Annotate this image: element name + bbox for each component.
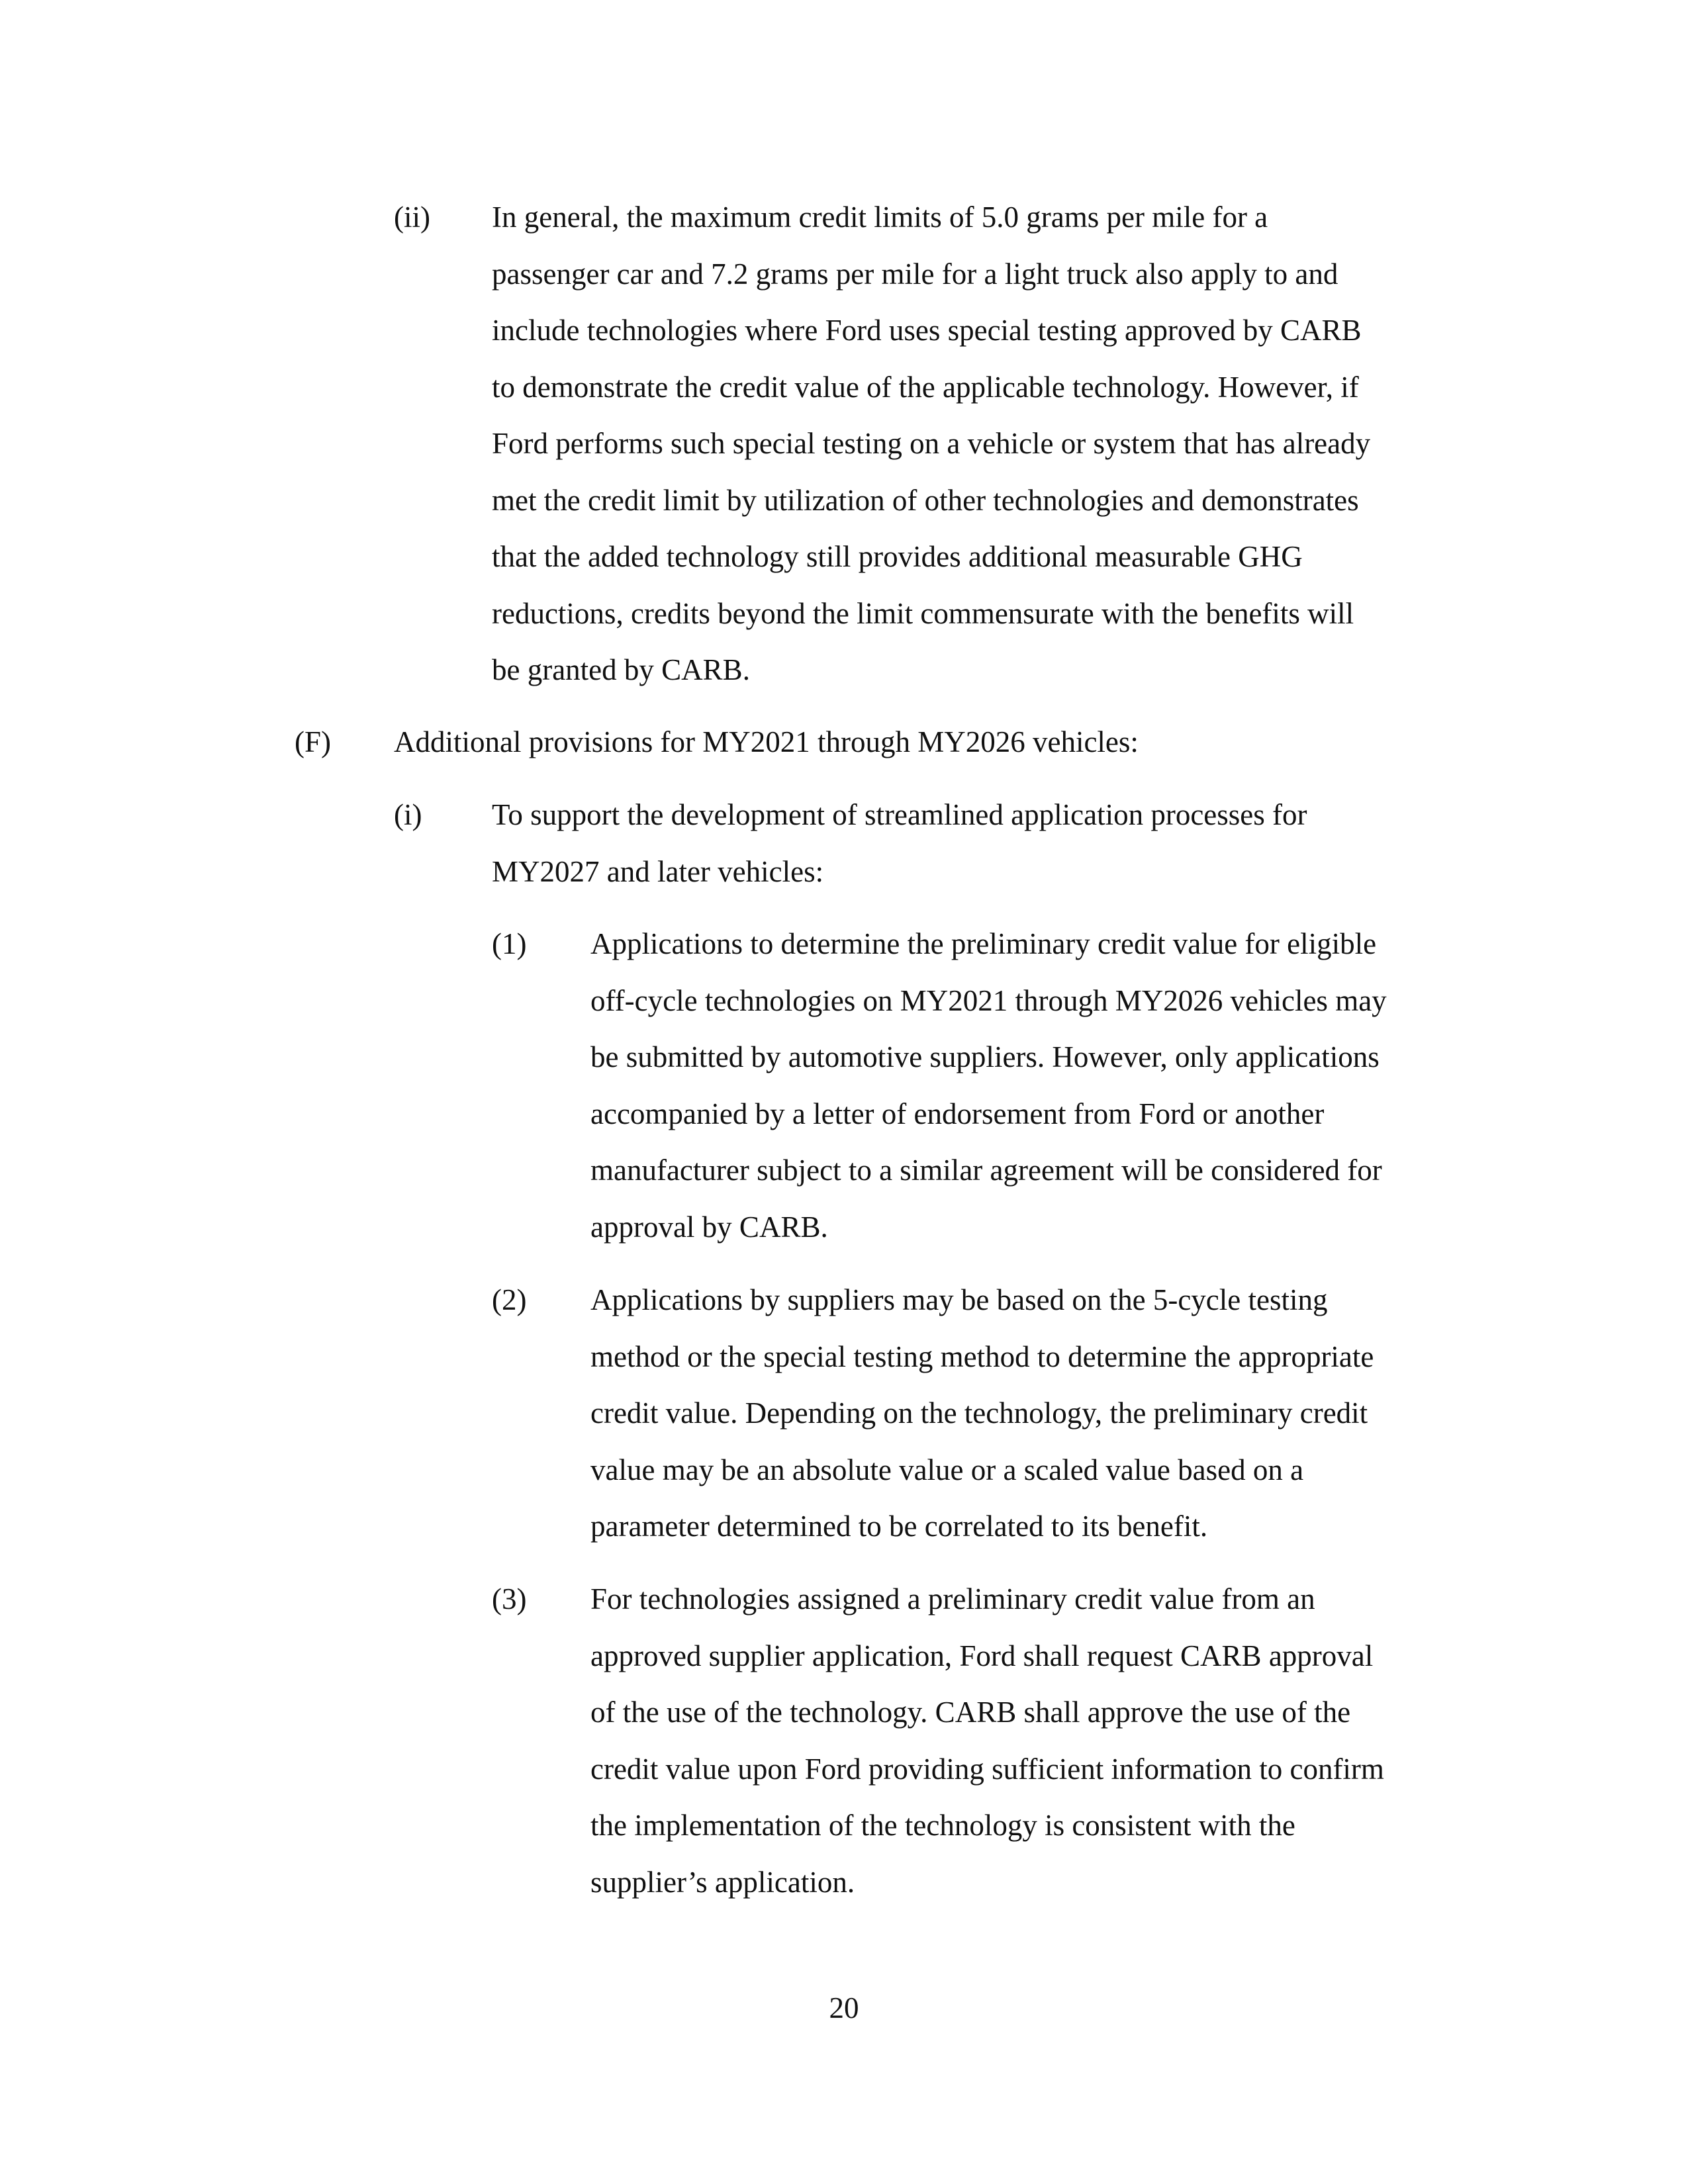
item-label-ii: (ii) <box>394 201 430 234</box>
paragraph-line: approved supplier application, Ford shall request CARB approval <box>590 1639 1374 1672</box>
paragraph-line: method or the special testing method to determine the appropriate <box>590 1340 1374 1373</box>
item-label-F: (F) <box>295 725 331 758</box>
paragraph-line: include technologies where Ford uses special testing approved by CARB <box>492 314 1362 347</box>
paragraph-line: the implementation of the technology is consistent with the <box>590 1809 1295 1842</box>
paragraph-line: passenger car and 7.2 grams per mile for a light truck also apply to and <box>492 257 1338 291</box>
paragraph-line: to demonstrate the credit value of the applicable technology. However, if <box>492 370 1359 404</box>
paragraph-F-i-2 <box>590 1272 1374 1555</box>
paragraph-line: accompanied by a letter of endorsement from Ford or another <box>590 1097 1325 1130</box>
item-label-F-i: (i) <box>394 798 422 831</box>
paragraph-line: be granted by CARB. <box>492 653 750 686</box>
paragraph-line: Applications to determine the preliminary credit value for eligible <box>590 927 1377 960</box>
paragraph-line: Additional provisions for MY2021 through MY2026 vehicles: <box>394 725 1139 758</box>
paragraph-line: To support the development of streamlined application processes for <box>492 798 1307 831</box>
paragraph-line: credit value upon Ford providing sufficient information to confirm <box>590 1752 1384 1786</box>
paragraph-line: supplier’s application. <box>590 1865 855 1899</box>
paragraph-line: Applications by suppliers may be based on the 5-cycle testing <box>590 1283 1328 1316</box>
item-label-F-i-1: (1) <box>492 927 527 960</box>
page-number: 20 <box>829 1991 859 2025</box>
paragraph-F-i-3 <box>590 1571 1384 1911</box>
paragraph-F <box>394 714 1139 771</box>
paragraph-line: that the added technology still provides additional measurable GHG <box>492 540 1303 573</box>
paragraph-line: For technologies assigned a preliminary credit value from an <box>590 1582 1315 1615</box>
item-label-F-i-2: (2) <box>492 1283 527 1316</box>
paragraph-ii <box>492 189 1370 699</box>
paragraph-line: met the credit limit by utilization of other technologies and demonstrates <box>492 483 1359 517</box>
paragraph-line: credit value. Depending on the technology, the preliminary credit <box>590 1396 1368 1430</box>
paragraph-line: parameter determined to be correlated to its benefit. <box>590 1510 1208 1543</box>
paragraph-line: value may be an absolute value or a scaled value based on a <box>590 1453 1304 1486</box>
item-label-F-i-3: (3) <box>492 1582 527 1615</box>
paragraph-F-i-1 <box>590 916 1387 1255</box>
paragraph-line: Ford performs such special testing on a vehicle or system that has already <box>492 427 1371 460</box>
paragraph-line: be submitted by automotive suppliers. However, only applications <box>590 1040 1380 1073</box>
paragraph-line: off-cycle technologies on MY2021 through MY2026 vehicles may <box>590 983 1387 1017</box>
paragraph-line: of the use of the technology. CARB shall approve the use of the <box>590 1696 1351 1729</box>
paragraph-line: MY2027 and later vehicles: <box>492 854 824 888</box>
paragraph-line: approval by CARB. <box>590 1210 828 1244</box>
paragraph-line: reductions, credits beyond the limit commensurate with the benefits will <box>492 596 1354 630</box>
paragraph-F-i <box>492 787 1307 900</box>
paragraph-line: In general, the maximum credit limits of 5.0 grams per mile for a <box>492 201 1268 234</box>
paragraph-line: manufacturer subject to a similar agreement will be considered for <box>590 1154 1382 1187</box>
